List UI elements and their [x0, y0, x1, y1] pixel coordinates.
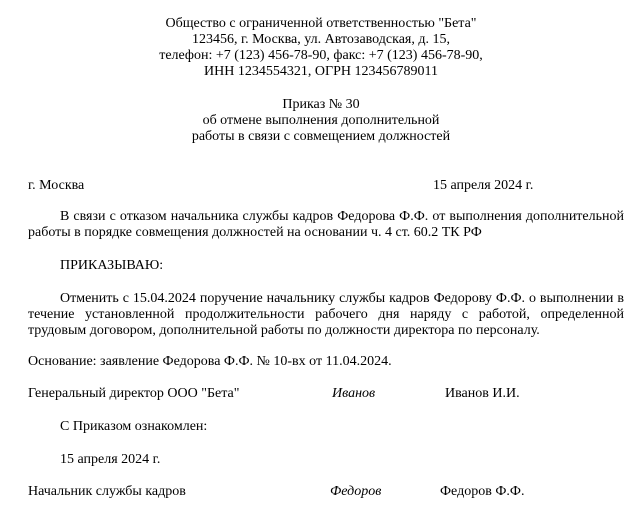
- director-name: Иванов И.И.: [445, 386, 520, 401]
- company-address: 123456, г. Москва, ул. Автозаводская, д. 15,: [191, 32, 450, 47]
- company-phone: телефон: +7 (123) 456-78-90, факс: +7 (123) 456-78-90,: [159, 48, 483, 63]
- intro-paragraph: В связи с отказом начальника службы кадров Федорова Ф.Ф. от выполнения дополнительной работы в порядке совмещения должностей на основании ч. 4 ст. 60.2 ТК РФ: [28, 209, 624, 240]
- order-place: г. Москва: [28, 178, 85, 193]
- company-name: Общество с ограниченной ответственностью "Бета": [165, 16, 477, 31]
- order-number: Приказ № 30: [282, 97, 360, 112]
- employee-signature: Федоров: [330, 484, 382, 499]
- director-signature: Иванов: [332, 386, 376, 401]
- basis-line: Основание: заявление Федорова Ф.Ф. № 10-вх от 11.04.2024.: [28, 354, 392, 369]
- acquainted-date: 15 апреля 2024 г.: [60, 452, 161, 467]
- order-word: ПРИКАЗЫВАЮ:: [60, 258, 164, 273]
- order-title-line1: об отмене выполнения дополнительной: [202, 113, 440, 128]
- order-date: 15 апреля 2024 г.: [433, 178, 534, 193]
- company-ids: ИНН 1234554321, ОГРН 123456789011: [204, 64, 438, 79]
- employee-name: Федоров Ф.Ф.: [440, 484, 525, 499]
- order-body-paragraph: Отменить с 15.04.2024 поручение начальнику службы кадров Федорову Ф.Ф. о выполнении в течение установленной продолжительности рабочего дня наряду с работой, определенной трудовым договором, дополнительной работы по должности директора по персоналу.: [28, 291, 624, 338]
- acquainted-label: С Приказом ознакомлен:: [60, 419, 208, 434]
- employee-position: Начальник службы кадров: [28, 484, 186, 499]
- director-position: Генеральный директор ООО "Бета": [28, 386, 240, 401]
- order-title-line2: работы в связи с совмещением должностей: [191, 129, 451, 144]
